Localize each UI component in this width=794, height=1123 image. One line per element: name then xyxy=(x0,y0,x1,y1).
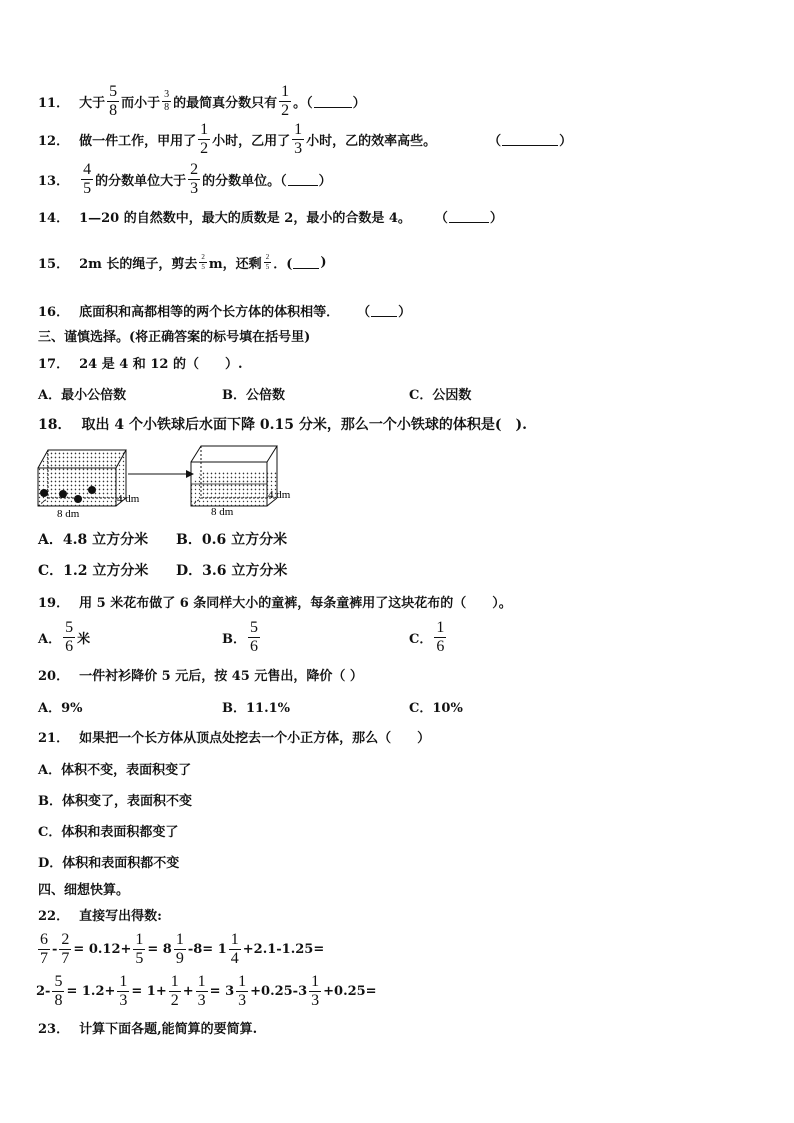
height-label: 4 dm xyxy=(117,493,140,505)
length-label: 8 dm xyxy=(57,508,80,520)
question-21: 21． 如果把一个长方体从顶点处挖去一个小正方体，那么（ ） xyxy=(38,727,430,746)
fraction: $\frac{2}{7}$ xyxy=(61,931,70,967)
fraction: $\frac{1}{2}$ xyxy=(200,121,209,157)
option-b[interactable]: B．体积变了，表面积不变 xyxy=(38,794,192,809)
height-label: 4 dm xyxy=(268,489,291,501)
question-number: 21． xyxy=(38,731,70,746)
question-number: 14． xyxy=(38,211,70,226)
tank-after xyxy=(191,446,277,506)
fraction: $\frac{2}{3}$ xyxy=(190,161,199,197)
question-number: 13． xyxy=(38,174,70,189)
fraction: $\frac{5}{6}$ xyxy=(65,619,74,655)
question-22: 22． 直接写出得数: xyxy=(38,905,162,924)
question-number: 16． xyxy=(38,305,70,320)
question-18: 18． 取出 4 个小铁球后水面下降 0.15 分米，那么一个小铁球的体积是( ). xyxy=(38,414,527,434)
option-c[interactable]: C．10% xyxy=(409,701,463,716)
question-number: 17． xyxy=(38,357,70,372)
fraction: $\frac{5}{6}$ xyxy=(250,619,258,655)
fraction: $\frac{1}{3}$ xyxy=(119,973,128,1009)
calc-row-1: $\frac{6}{7}$ - $\frac{2}{7}$ = 0.12+ $\frac{1}{5}$ = 8 $\frac{1}{9}$ -8= 1 $\frac{1}{4}$ +2.1-1.25= xyxy=(40,931,325,967)
question-17: 17． 24 是 4 和 12 的（ ）. xyxy=(38,353,242,372)
question-19: 19． 用 5 米花布做了 6 条同样大小的童裤，每条童裤用了这块花布的（ ）。 xyxy=(38,592,512,611)
fraction: $\frac{1}{2}$ xyxy=(170,973,179,1009)
arrow-head xyxy=(186,470,194,478)
question-number: 15． xyxy=(38,257,70,272)
fraction: $\frac{1}{6}$ xyxy=(436,619,445,655)
iron-ball xyxy=(59,490,67,498)
question-number: 18． xyxy=(38,417,72,433)
option-a[interactable]: A． $\frac{5}{6}$ 米 xyxy=(38,619,91,655)
question-20: 20． 一件衬衫降价 5 元后，按 45 元售出，降价（ ） xyxy=(38,665,363,684)
question-14: 14． 1—20 的自然数中，最大的质数是 2，最小的合数是 4。 （ ） xyxy=(38,207,503,226)
tank-figure xyxy=(30,440,320,522)
answer-blank[interactable] xyxy=(449,211,489,223)
question-16: 16． 底面积和高都相等的两个长方体的体积相等． （ ） xyxy=(38,301,411,320)
fraction: $\frac{2}{5}$ xyxy=(201,253,205,271)
question-number: 20． xyxy=(38,669,70,684)
fraction: $\frac{1}{5}$ xyxy=(135,931,144,967)
option-b[interactable]: B．公倍数 xyxy=(222,388,285,403)
question-15: 15． 2m 长的绳子，剪去 $\frac{2}{5}$ m，还剩 $\frac{2}{5}$ ．( ) xyxy=(38,253,327,272)
question-11: 11． 大于 $\frac{5}{8}$ 而小于 $\frac{3}{8}$ 的最简真分数只有 $\frac{1}{2}$ 。（ ） xyxy=(38,83,366,119)
option-a[interactable]: A．4.8 立方分米 xyxy=(38,532,149,548)
question-number: 23． xyxy=(38,1022,70,1037)
answer-blank[interactable] xyxy=(371,305,397,317)
length-label: 8 dm xyxy=(211,506,234,518)
answer-blank[interactable] xyxy=(502,134,558,146)
option-c[interactable]: C．公因数 xyxy=(409,388,472,403)
answer-blank[interactable] xyxy=(293,257,319,269)
option-d[interactable]: D．3.6 立方分米 xyxy=(176,563,288,579)
option-b[interactable]: B．0.6 立方分米 xyxy=(176,532,288,548)
fraction: $\frac{4}{5}$ xyxy=(83,161,92,197)
question-number: 12． xyxy=(38,134,70,149)
calc-row-2: 2- $\frac{5}{8}$ = 1.2+ $\frac{1}{3}$ = 1+ $\frac{1}{2}$ + $\frac{1}{3}$ = 3 $\frac{1}{3}$ +0.25-3 $\frac{1}{3}$ +0.25= xyxy=(36,973,377,1009)
question-23: 23． 计算下面各题,能简算的要简算. xyxy=(38,1018,257,1037)
question-13: 13． $\frac{4}{5}$ 的分数单位大于 $\frac{2}{3}$ 的分数单位。（ ） xyxy=(38,161,332,197)
fraction: $\frac{1}{2}$ xyxy=(281,83,290,119)
option-a[interactable]: A．体积不变，表面积变了 xyxy=(38,763,192,778)
fraction: $\frac{5}{8}$ xyxy=(109,83,118,119)
answer-blank[interactable] xyxy=(314,96,352,108)
iron-ball xyxy=(74,495,82,503)
tank-before xyxy=(38,450,126,506)
option-b[interactable]: B． $\frac{5}{6}$ xyxy=(222,619,258,655)
option-d[interactable]: D．体积和表面积都不变 xyxy=(38,856,180,871)
fraction: $\frac{3}{8}$ xyxy=(164,89,170,113)
question-12: 12． 做一件工作，甲用了 $\frac{1}{2}$ 小时，乙用了 $\frac{1}{3}$ 小时，乙的效率高些。 （ ） xyxy=(38,121,573,157)
iron-ball xyxy=(40,489,48,497)
iron-ball xyxy=(88,486,96,494)
section-heading: 三、谨慎选择。(将正确答案的标号填在括号里) xyxy=(38,330,311,345)
fraction: $\frac{1}{9}$ xyxy=(175,931,184,967)
question-number: 22． xyxy=(38,909,70,924)
question-number: 19． xyxy=(38,596,70,611)
fraction: $\frac{2}{5}$ xyxy=(265,253,270,271)
fraction: $\frac{5}{8}$ xyxy=(54,973,63,1009)
fraction: $\frac{1}{4}$ xyxy=(230,931,239,967)
fraction: $\frac{1}{3}$ xyxy=(238,973,247,1009)
option-a[interactable]: A．9% xyxy=(38,701,83,716)
option-c[interactable]: C．1.2 立方分米 xyxy=(38,563,149,579)
question-number: 11． xyxy=(38,96,70,111)
option-b[interactable]: B．11.1% xyxy=(222,701,291,716)
option-a[interactable]: A．最小公倍数 xyxy=(38,388,127,403)
answer-blank[interactable] xyxy=(288,174,318,186)
fraction: $\frac{1}{3}$ xyxy=(311,973,320,1009)
option-c[interactable]: C． $\frac{1}{6}$ xyxy=(409,619,445,655)
option-c[interactable]: C．体积和表面积都变了 xyxy=(38,825,179,840)
fraction: $\frac{1}{3}$ xyxy=(294,121,303,157)
fraction: $\frac{1}{3}$ xyxy=(197,973,206,1009)
fraction: $\frac{6}{7}$ xyxy=(40,931,48,967)
section-heading: 四、细想快算。 xyxy=(38,883,130,898)
